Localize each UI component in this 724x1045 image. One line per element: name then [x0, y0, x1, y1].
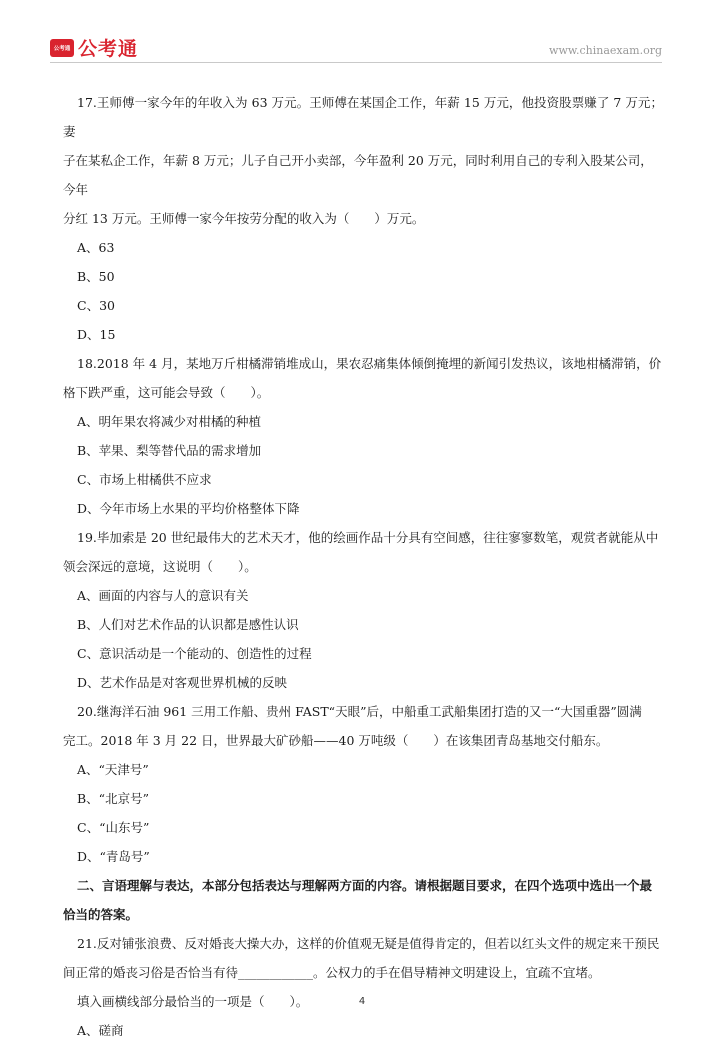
q18-option-d: D、今年市场上水果的平均价格整体下降 — [77, 501, 300, 516]
q19-option-b: B、人们对艺术作品的认识都是感性认识 — [77, 617, 299, 632]
q17-line-1: 17.王师傅一家今年的年收入为 63 万元。王师傅在某国企工作，年薪 15 万元，他投资股票赚了 7 万元；妻 — [63, 95, 663, 139]
q17-option-c: C、30 — [77, 298, 115, 313]
section-heading-line-2: 恰当的答案。 — [63, 907, 139, 922]
q21-line-2: 间正常的婚丧习俗是否恰当有待____________。公权力的手在倡导精神文明建设上，宜疏不宜堵。 — [63, 965, 601, 980]
q20-option-b: B、“北京号” — [77, 791, 149, 806]
logo-text: 公考通 — [78, 38, 139, 60]
q19-option-a: A、画面的内容与人的意识有关 — [77, 588, 249, 603]
q18-option-b: B、苹果、梨等替代品的需求增加 — [77, 443, 262, 458]
q19-option-d: D、艺术作品是对客观世界机械的反映 — [77, 675, 288, 690]
q18-line-1: 18.2018 年 4 月，某地万斤柑橘滞销堆成山，果农忍痛集体倾倒掩埋的新闻引发热议，该地柑橘滞销，价 — [77, 356, 662, 371]
page-number: 4 — [358, 996, 366, 1007]
q17-line-2: 子在某私企工作，年薪 8 万元；儿子自己开小卖部，今年盈利 20 万元，同时利用自己的专利入股某公司，今年 — [63, 153, 653, 197]
q17-line-3: 分红 13 万元。王师傅一家今年按劳分配的收入为（ ）万元。 — [63, 211, 425, 226]
q20-option-a: A、“天津号” — [77, 762, 149, 777]
section-heading-line-1: 二、言语理解与表达，本部分包括表达与理解两方面的内容。请根据题目要求，在四个选项中选出一个最 — [77, 878, 653, 893]
logo-badge-icon: 公考通 — [50, 39, 74, 57]
q21-line-1: 21.反对铺张浪费、反对婚丧大操大办，这样的价值观无疑是值得肯定的，但若以红头文件的规定来干预民 — [77, 936, 660, 951]
q20-option-d: D、“青岛号” — [77, 849, 150, 864]
q21-instruction: 填入画横线部分最恰当的一项是（ ）。 — [77, 994, 309, 1009]
q18-option-c: C、市场上柑橘供不应求 — [77, 472, 212, 487]
q20-line-2: 完工。2018 年 3 月 22 日，世界最大矿砂船——40 万吨级（ ）在该集团青岛基地交付船东。 — [63, 733, 609, 748]
document-body — [63, 88, 663, 1045]
site-url: www.chinaexam.org — [549, 44, 662, 57]
q21-option-a: A、磋商 — [77, 1023, 124, 1038]
header-divider — [50, 62, 662, 63]
logo — [50, 34, 138, 61]
q19-option-c: C、意识活动是一个能动的、创造性的过程 — [77, 646, 312, 661]
q17-option-b: B、50 — [77, 269, 115, 284]
q18-option-a: A、明年果农将减少对柑橘的种植 — [77, 414, 262, 429]
q20-option-c: C、“山东号” — [77, 820, 150, 835]
page-header — [50, 34, 662, 62]
q17-option-d: D、15 — [77, 327, 116, 342]
q20-line-1: 20.继海洋石油 961 三用工作船、贵州 FAST“天眼”后，中船重工武船集团打造的又一“大国重器”圆满 — [77, 704, 642, 719]
q19-line-1: 19.毕加索是 20 世纪最伟大的艺术天才，他的绘画作品十分具有空间感，往往寥寥数笔，观赏者就能从中 — [77, 530, 659, 545]
q19-line-2: 领会深远的意境，这说明（ ）。 — [63, 559, 257, 574]
q18-line-2: 格下跌严重，这可能会导致（ ）。 — [63, 385, 270, 400]
q17-option-a: A、63 — [77, 240, 115, 255]
